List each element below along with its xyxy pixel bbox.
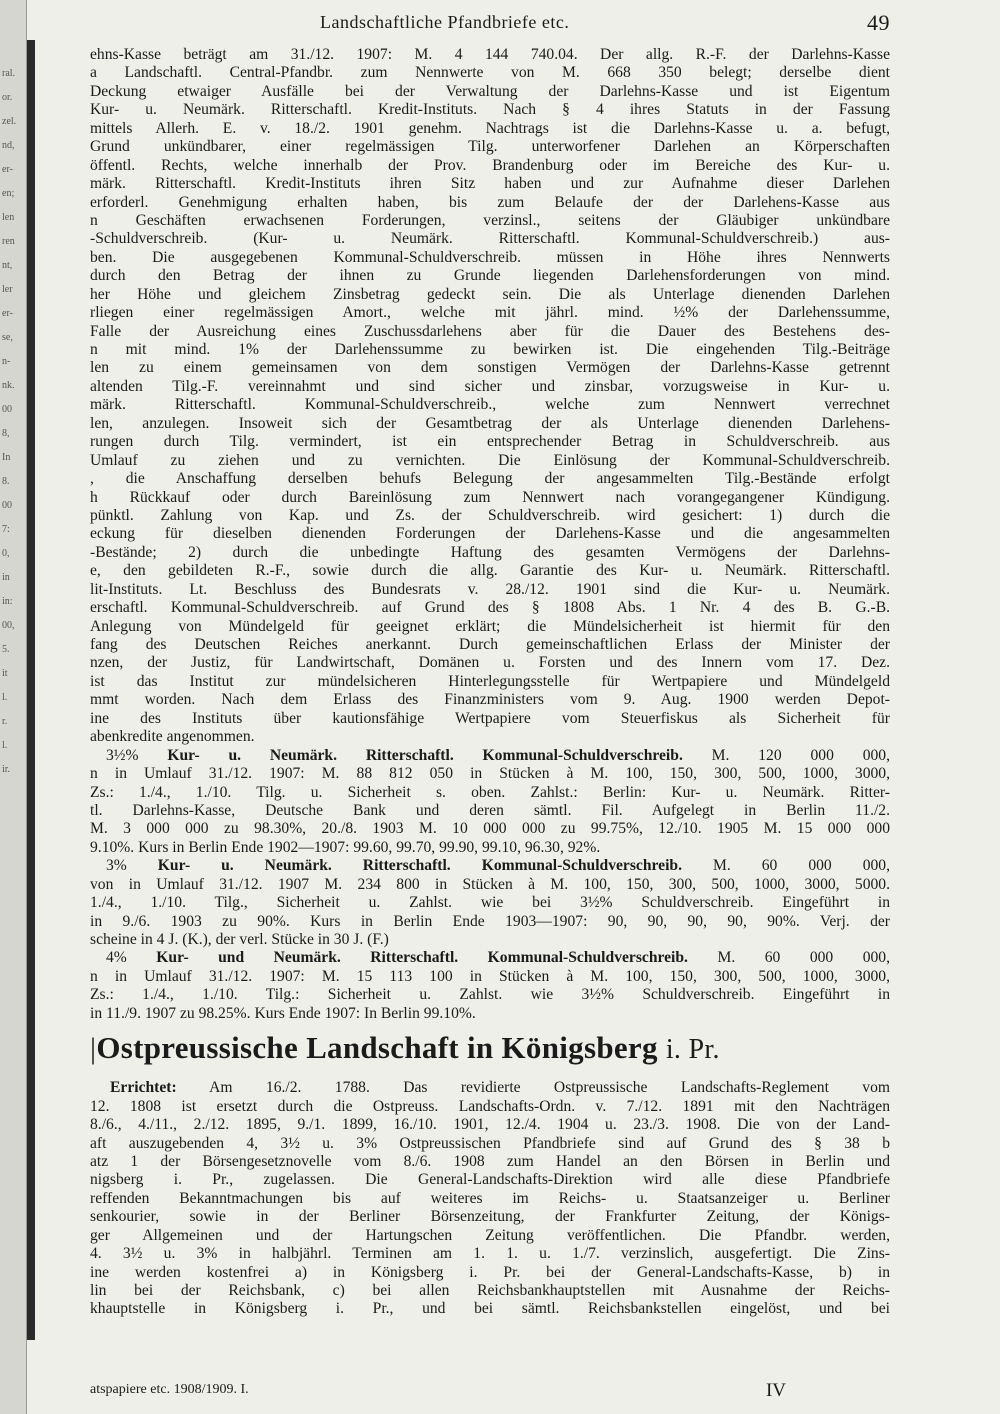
text-line: scheine in 4 J. (K.), der verl. Stücke in 30 J. (F.) <box>90 931 389 948</box>
text-line: in 9./6. 1903 zu 90%. Kurs in Berlin Ende 1903—1907: 90, 90, 90, 90, 90%. Verj. der <box>90 912 890 930</box>
margin-fragment: 7: <box>2 524 10 535</box>
margin-fragment: 00 <box>2 404 12 415</box>
text-line: Zs.: 1./4., 1./10. Tilg.: Sicherheit u. Zahlst. wie 3½% Schuldverschreib. Eingeführt in <box>90 986 890 1004</box>
margin-fragment: ral. <box>2 68 16 79</box>
text-line: rliegen einer regelmässigen Amort., welche mit jährl. mind. ½% der Darlehenssumme, <box>90 304 890 322</box>
text-line: ger Allgemeinen und der Hartungschen Zeitung veröffentlichen. Die Pfandbr. werden, <box>90 1226 890 1244</box>
page-number: 49 <box>867 10 890 35</box>
text-line: märk. Ritterschaftl. Kommunal-Schuldverschreib., welche zum Nennwert verrechnet <box>90 396 890 414</box>
text-line: n in Umlauf 31./12. 1907: M. 88 812 050 in Stücken à M. 100, 150, 300, 500, 1000, 3000, <box>90 765 890 783</box>
text-line: 12. 1808 ist ersetzt durch die Ostpreuss. Landschafts-Ordn. v. 7./12. 1891 mit den Nachträgen <box>90 1097 890 1115</box>
text-line: 9.10%. Kurs in Berlin Ende 1902—1907: 99.60, 99.70, 99.90, 99.10, 96.30, 92%. <box>90 838 601 856</box>
text-line: rungen durch Tilg. vermindert, ist ein entsprechender Betrag in Schuldverschreib. aus <box>90 433 890 451</box>
bond-amount: M. 60 000 000, <box>717 949 890 967</box>
margin-fragment: ler <box>2 284 13 295</box>
text-line: fang des Deutschen Reiches anerkannt. Durch gemeinschaftlichen Erlass der Minister der <box>90 636 890 653</box>
margin-fragment: 00, <box>2 620 15 631</box>
bond-rate: 3% <box>106 857 127 875</box>
text-line: 4. 3½ u. 3% in halbjährl. Terminen am 1. 1. u. 1./7. verzinslich, ausgefertigt. Die Zins- <box>90 1245 890 1263</box>
text-line: M. 3 000 000 zu 98.30%, 20./8. 1903 M. 10 000 000 zu 99.75%, 12./10. 1905 M. 15 000 000 <box>90 820 890 838</box>
bond-rate: 3½% <box>106 746 139 764</box>
text-line: ben. Die ausgegebenen Kommunal-Schuldverschreib. müssen in Höhe ihres Nennwerts <box>90 248 890 266</box>
margin-fragment: ren <box>2 236 15 247</box>
text-line: n in Umlauf 31./12. 1907: M. 15 113 100 in Stücken à M. 100, 150, 300, 500, 1000, 3000, <box>90 967 890 985</box>
text-line: -Bestände; 2) durch die unbedingte Haftung des gesamten Vermögens der Darlehns- <box>90 543 890 561</box>
margin-fragment: nd, <box>2 140 15 151</box>
margin-fragment: in <box>2 572 10 583</box>
document-page <box>90 10 890 1410</box>
margin-fragment: In <box>2 452 11 463</box>
text-line: eckung für dieselben dienenden Forderungen der Darlehens-Kasse und die angesammelten <box>90 525 890 543</box>
text-line: Umlauf zu ziehen und zu vernichten. Die Einlösung der Kommunal-Schuldverschreib. <box>90 451 890 469</box>
text-line: märk. Ritterschaftl. Kredit-Instituts ihren Sitz haben und zur Aufnahme dieser Darlehen <box>90 175 890 193</box>
text-line: Anlegung von Mündelgeld für geeignet erklärt; die Mündelsicherheit ist hiermit für den <box>90 617 890 635</box>
text-line: erforderl. Genehmigung erhalten haben, bis zum Belaufe der der Darlehens-Kasse aus <box>90 193 890 211</box>
text-line: , die Anschaffung derselben behufs Belegung der angesammelten Tilg.-Bestände erfolgt <box>90 470 890 488</box>
bond-name: Kur- und Neumärk. Ritterschaftl. Kommunal-Schuldverschreib. <box>156 949 688 967</box>
text-line: 8./6., 4./11., 2./12. 1895, 9./1. 1899, 16./10. 1901, 12./4. 1904 u. 23./3. 1908. Die von der Land- <box>90 1116 890 1134</box>
text-line: n Geschäften erwachsenen Forderungen, verzinsl., seitens der Gläubiger unkündbare <box>90 211 890 229</box>
margin-fragment: 0, <box>2 548 10 559</box>
section-title: |Ostpreussische Landschaft in Königsberg i. Pr. <box>90 1030 720 1066</box>
paragraph-darlehns-kasse <box>90 46 890 747</box>
margin-fragment: 00 <box>2 500 12 511</box>
margin-fragment: n- <box>2 356 11 367</box>
text-line: ine werden kostenfrei a) in Königsberg i. Pr. bei der General-Landschafts-Kasse, b) in <box>90 1263 890 1281</box>
text-line: tl. Darlehns-Kasse, Deutsche Bank und deren sämtl. Fil. Aufgelegt in Berlin 11./2. <box>90 801 890 819</box>
bond-amount: M. 60 000 000, <box>712 857 890 875</box>
previous-page-edge <box>0 0 27 1414</box>
margin-fragment: l. <box>2 692 8 703</box>
bond-heading <box>90 857 890 875</box>
running-title: Landschaftliche Pfandbriefe etc. <box>320 12 570 32</box>
body-text <box>90 46 890 1319</box>
page-footer <box>90 1382 890 1402</box>
text-line: len, anzulegen. Insoweit sich der Gesamtbetrag der als Unterlage dienenden Darlehens- <box>90 414 890 432</box>
margin-fragment: er- <box>2 308 13 319</box>
text-line: ist das Institut zur mündelsicheren Hinterlegungsstelle für Wertpapiere und Mündelgeld <box>90 672 890 690</box>
margin-fragment: l. <box>2 740 8 751</box>
bond-heading <box>90 949 890 967</box>
margin-fragment: se, <box>2 332 13 343</box>
text-line: lit-Instituts. Lt. Beschluss des Bundesrats v. 28./12. 1901 sind die Kur- u. Neumärk. <box>90 580 890 598</box>
bond-name: Kur- u. Neumärk. Ritterschaftl. Kommunal-Schuldverschreib. <box>157 857 682 875</box>
text-line: nzen, der Justiz, für Landwirtschaft, Domänen u. Forsten und des Innern vom 17. Dez. <box>90 654 890 672</box>
text-line: ehns-Kasse beträgt am 31./12. 1907: M. 4 144 740.04. Der allg. R.-F. der Darlehns-Kasse <box>90 46 890 63</box>
book-spine-shadow <box>27 40 35 1340</box>
text-line: Falle der Ausreichung eines Zuschussdarlehens aber für die Dauer des Bestehens des- <box>90 322 890 340</box>
text-line: ine des Instituts über kautionsfähige Wertpapiere vom Steuerfiskus als Sicherheit für <box>90 709 890 727</box>
text-line: -Schuldverschreib. (Kur- u. Neumärk. Ritterschaftl. Kommunal-Schuldverschreib.) aus- <box>90 230 890 248</box>
footer-signature: atspapiere etc. 1908/1909. I. <box>90 1382 249 1397</box>
margin-fragment: 8. <box>2 476 10 487</box>
section-title-main: Ostpreussische Landschaft in Königsberg <box>96 1030 658 1066</box>
text-line: altenden Tilg.-F. vereinnahmt und sind sicher und zinsbar, vorzugsweise in Kur- u. <box>90 377 890 395</box>
margin-fragment: it <box>2 668 8 679</box>
section-title-suffix: i. Pr. <box>665 1034 720 1066</box>
margin-fragment: nt, <box>2 260 13 271</box>
margin-fragment: er- <box>2 164 13 175</box>
text-line: e, den gebildeten R.-F., sowie durch die allg. Garantie des Kur- u. Neumärk. Ritterschaftl. <box>90 562 890 580</box>
text-line: erschaftl. Kommunal-Schuldverschreib. auf Grund des § 1808 Abs. 1 Nr. 4 des B. G.-B. <box>90 599 890 617</box>
text-line: Deckung etwaiger Ausfälle bei der Verwaltung der Darlehns-Kasse und ist Eigentum <box>90 82 890 100</box>
text-line: h Rückkauf oder durch Bareinlösung zum Nennwert nach vorangegangener Kündigung. <box>90 488 890 506</box>
bond-name: Kur- u. Neumärk. Ritterschaftl. Kommunal-Schuldverschreib. <box>167 746 683 764</box>
text-line: Kur- u. Neumärk. Ritterschaftl. Kredit-Instituts. Nach § 4 ihres Statuts in der Fassung <box>90 101 890 119</box>
text-line: pünktl. Zahlung von Kap. und Zs. der Schuldverschreib. wird gesichert: 1) durch die <box>90 506 890 524</box>
text-line: mittels Allerh. E. v. 18./2. 1901 genehm. Nachtrags ist die Darlehns-Kasse u. a. befugt, <box>90 119 890 137</box>
text-line: nigsberg i. Pr., zugelassen. Die General-Landschafts-Direktion wird alle diese Pfandbriefe <box>90 1171 890 1189</box>
margin-fragment: r. <box>2 716 8 727</box>
text-line: atz 1 der Börsengesetznovelle vom 8./6. 1908 zum Handel an den Börsen in Berlin und <box>90 1152 890 1170</box>
text-line: abenkredite angenommen. <box>90 728 255 746</box>
text-line: aft auszugebenden 4, 3½ u. 3% Ostpreussischen Pfandbriefe sind auf Grund des § 38 b <box>90 1134 890 1152</box>
paragraph-ostpreussische <box>90 1079 890 1319</box>
margin-fragment: in: <box>2 596 13 607</box>
text-line: in 11./9. 1907 zu 98.25%. Kurs Ende 1907: In Berlin 99.10%. <box>90 1004 476 1022</box>
text-line: khauptstelle in Königsberg i. Pr., und bei sämtl. Reichsbankstellen eingelöst, und bei <box>90 1300 890 1318</box>
section-lead-text: Am 16./2. 1788. Das revidierte Ostpreussische Landschafts-Reglement vom <box>209 1079 890 1097</box>
text-line: len zu einem gemeinsamen von dem sonstigen Vermögen der Darlehns-Kasse getrennt <box>90 359 890 377</box>
text-line: Grund unkündbarer, einer regelmässigen Tilg. unterworfener Darlehen an Körperschaften <box>90 138 890 156</box>
footer-sheet-number: IV <box>765 1380 786 1401</box>
margin-fragment: ir. <box>2 764 11 775</box>
text-line: mmt worden. Nach dem Erlass des Finanzministers vom 9. Aug. 1900 werden Depot- <box>90 691 890 709</box>
running-header <box>90 10 890 46</box>
section-lead: Errichtet: <box>110 1079 177 1097</box>
text-line: senkourier, sowie in der Berliner Börsenzeitung, der Frankfurter Zeitung, der Königs- <box>90 1208 890 1226</box>
text-line: reffenden Bekanntmachungen bis auf weiteres im Reichs- u. Staatsanzeiger u. Berliner <box>90 1189 890 1207</box>
text-line: öffentl. Rechts, welche innerhalb der Prov. Brandenburg oder im Bereiche des Kur- u. <box>90 156 890 174</box>
text-line: lin bei der Reichsbank, c) bei allen Reichsbankhauptstellen mit Ausnahme der Reichs- <box>90 1282 890 1299</box>
text-line: her Höhe und gleichem Zinsbetrag gedeckt sein. Die als Unterlage dienenden Darlehen <box>90 285 890 303</box>
bond-heading <box>90 747 890 765</box>
margin-fragment: zel. <box>2 116 17 127</box>
margin-fragment: 8, <box>2 428 10 439</box>
text-line <box>90 1079 890 1097</box>
margin-fragment: en; <box>2 188 15 199</box>
text-line: n mit mind. 1% der Darlehenssumme zu bewirken ist. Die eingehenden Tilg.-Beiträge <box>90 341 890 358</box>
bond-listings <box>90 747 890 1024</box>
margin-fragment: 5. <box>2 644 10 655</box>
margin-fragment: len <box>2 212 15 223</box>
bond-amount: M. 120 000 000, <box>711 746 890 764</box>
bond-rate: 4% <box>106 949 127 967</box>
text-line: Zs.: 1./4., 1./10. Tilg. u. Sicherheit s. oben. Zahlst.: Berlin: Kur- u. Neumärk. Ritter- <box>90 783 890 801</box>
text-line: durch den Betrag der ihnen zu Grunde liegenden Darlehensforderungen von mind. <box>90 267 890 285</box>
text-line: a Landschaftl. Central-Pfandbr. zum Nennwerte von M. 668 350 belegt; derselbe dient <box>90 64 890 82</box>
text-line: 1./4., 1./10. Tilg., Sicherheit u. Zahlst. wie bei 3½% Schuldverschreib. Eingeführt in <box>90 894 890 912</box>
margin-fragment: nk. <box>2 380 15 391</box>
text-line: von in Umlauf 31./12. 1907 M. 234 800 in Stücken à M. 100, 150, 300, 500, 1000, 3000, 5000. <box>90 875 890 893</box>
margin-fragment: or. <box>2 92 13 103</box>
